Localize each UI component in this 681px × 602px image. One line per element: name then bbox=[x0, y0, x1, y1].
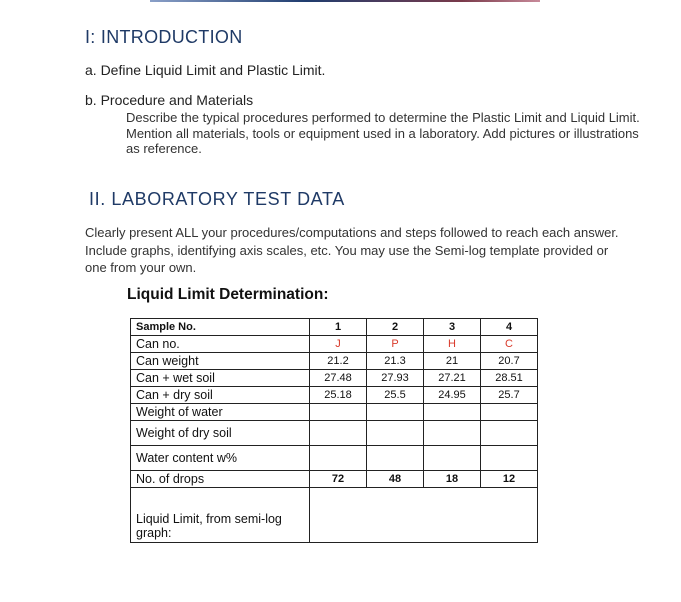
weight-water-label: Weight of water bbox=[131, 404, 310, 421]
can-dry-soil-cell: 25.5 bbox=[367, 387, 424, 404]
can-weight-cell: 21 bbox=[424, 353, 481, 370]
sample-col-2: 2 bbox=[367, 319, 424, 336]
item-b-procedure: b. Procedure and Materials bbox=[85, 92, 254, 108]
can-dry-soil-cell: 25.7 bbox=[481, 387, 538, 404]
can-no-cell: H bbox=[424, 336, 481, 353]
empty-cell bbox=[424, 421, 481, 446]
can-no-cell: J bbox=[310, 336, 367, 353]
can-no-cell: P bbox=[367, 336, 424, 353]
top-decorative-rule bbox=[150, 0, 540, 2]
can-dry-soil-cell: 24.95 bbox=[424, 387, 481, 404]
table-row bbox=[131, 471, 538, 488]
no-of-drops-label: No. of drops bbox=[131, 471, 310, 488]
item-b-description: Describe the typical procedures performed to determine the Plastic Limit and Liquid Limit. Mention all materials, tools or equipment used in a laboratory. Add pictures or illustrations as reference. bbox=[126, 110, 640, 156]
table-row bbox=[131, 336, 538, 353]
empty-cell bbox=[481, 421, 538, 446]
empty-cell bbox=[367, 421, 424, 446]
empty-cell bbox=[424, 404, 481, 421]
table-row bbox=[131, 370, 538, 387]
item-a-define: a. Define Liquid Limit and Plastic Limit. bbox=[85, 62, 326, 78]
sample-no-label: Sample No. bbox=[131, 319, 310, 336]
liquid-limit-table bbox=[130, 318, 538, 543]
can-weight-cell: 21.3 bbox=[367, 353, 424, 370]
can-weight-cell: 20.7 bbox=[481, 353, 538, 370]
can-dry-soil-label: Can + dry soil bbox=[131, 387, 310, 404]
empty-cell bbox=[310, 404, 367, 421]
can-no-cell: C bbox=[481, 336, 538, 353]
can-wet-soil-cell: 27.93 bbox=[367, 370, 424, 387]
table-row bbox=[131, 404, 538, 421]
empty-cell bbox=[310, 421, 367, 446]
sample-col-3: 3 bbox=[424, 319, 481, 336]
can-wet-soil-cell: 27.48 bbox=[310, 370, 367, 387]
can-weight-cell: 21.2 bbox=[310, 353, 367, 370]
water-content-label: Water content w% bbox=[131, 446, 310, 471]
empty-cell bbox=[367, 446, 424, 471]
empty-cell bbox=[424, 446, 481, 471]
empty-cell bbox=[481, 446, 538, 471]
drops-cell: 48 bbox=[367, 471, 424, 488]
table-row bbox=[131, 387, 538, 404]
table-title: Liquid Limit Determination: bbox=[127, 286, 329, 303]
empty-cell bbox=[367, 404, 424, 421]
weight-dry-soil-label: Weight of dry soil bbox=[131, 421, 310, 446]
sample-col-4: 4 bbox=[481, 319, 538, 336]
can-weight-label: Can weight bbox=[131, 353, 310, 370]
drops-cell: 18 bbox=[424, 471, 481, 488]
section-heading-lab-data: II. LABORATORY TEST DATA bbox=[89, 189, 345, 209]
drops-cell: 12 bbox=[481, 471, 538, 488]
liquid-limit-answer-cell bbox=[310, 488, 538, 543]
sample-col-1: 1 bbox=[310, 319, 367, 336]
can-wet-soil-cell: 27.21 bbox=[424, 370, 481, 387]
can-dry-soil-cell: 25.18 bbox=[310, 387, 367, 404]
section-heading-introduction: I: INTRODUCTION bbox=[85, 27, 243, 47]
can-no-label: Can no. bbox=[131, 336, 310, 353]
table-row bbox=[131, 353, 538, 370]
empty-cell bbox=[310, 446, 367, 471]
table-row bbox=[131, 488, 538, 543]
table-row bbox=[131, 421, 538, 446]
empty-cell bbox=[481, 404, 538, 421]
can-wet-soil-cell: 28.51 bbox=[481, 370, 538, 387]
liquid-limit-label: Liquid Limit, from semi-log graph: bbox=[131, 488, 310, 543]
table-header-row bbox=[131, 319, 538, 336]
instructions-paragraph: Clearly present ALL your procedures/computations and steps followed to reach each answer. Include graphs, identifying axis scales, etc. You may use the Semi-log template provided or one from your own. bbox=[85, 225, 619, 275]
can-wet-soil-label: Can + wet soil bbox=[131, 370, 310, 387]
table-row bbox=[131, 446, 538, 471]
drops-cell: 72 bbox=[310, 471, 367, 488]
